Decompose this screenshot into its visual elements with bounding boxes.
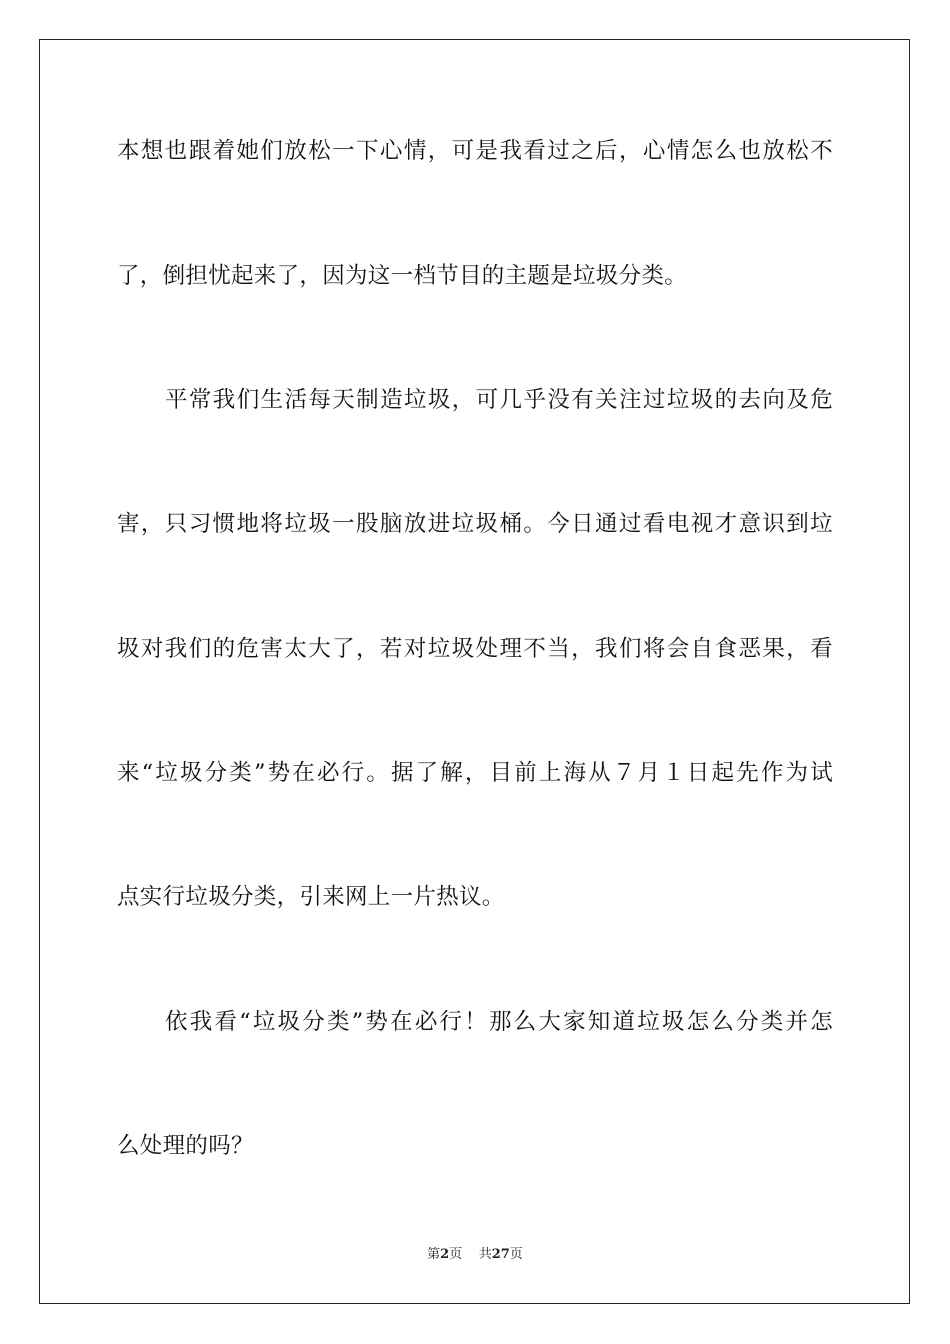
text-line: 圾对我们的危害太大了，若对垃圾处理不当，我们将会自食恶果，看 bbox=[117, 636, 833, 662]
footer-page-prefix: 第 bbox=[427, 1247, 441, 1262]
text-line: 了，倒担忧起来了，因为这一档节目的主题是垃圾分类。 bbox=[117, 263, 688, 289]
page-footer bbox=[0, 1246, 950, 1264]
footer-total-suffix: 页 bbox=[509, 1247, 523, 1262]
footer-page-number: 2 bbox=[440, 1247, 450, 1262]
text-line: 来“垃圾分类”势在必行。据了解，目前上海从７月１日起先作为试 bbox=[117, 760, 833, 786]
text-line: 点实行垃圾分类，引来网上一片热议。 bbox=[117, 884, 505, 910]
page-border bbox=[39, 39, 910, 1304]
footer-total-pages: 27 bbox=[491, 1247, 510, 1262]
text-line: 害，只习惯地将垃圾一股脑放进垃圾桶。今日通过看电视才意识到垃 bbox=[117, 511, 833, 537]
footer-page-suffix: 页 bbox=[449, 1247, 463, 1262]
footer-total-prefix: 共 bbox=[478, 1247, 492, 1262]
text-line: 本想也跟着她们放松一下心情，可是我看过之后，心情怎么也放松不 bbox=[117, 138, 833, 164]
paragraph-start-line: 依我看“垃圾分类”势在必行！那么大家知道垃圾怎么分类并怎 bbox=[165, 1009, 833, 1035]
text-line: 么处理的吗？ bbox=[117, 1133, 254, 1159]
paragraph-start-line: 平常我们生活每天制造垃圾，可几乎没有关注过垃圾的去向及危 bbox=[165, 387, 833, 413]
